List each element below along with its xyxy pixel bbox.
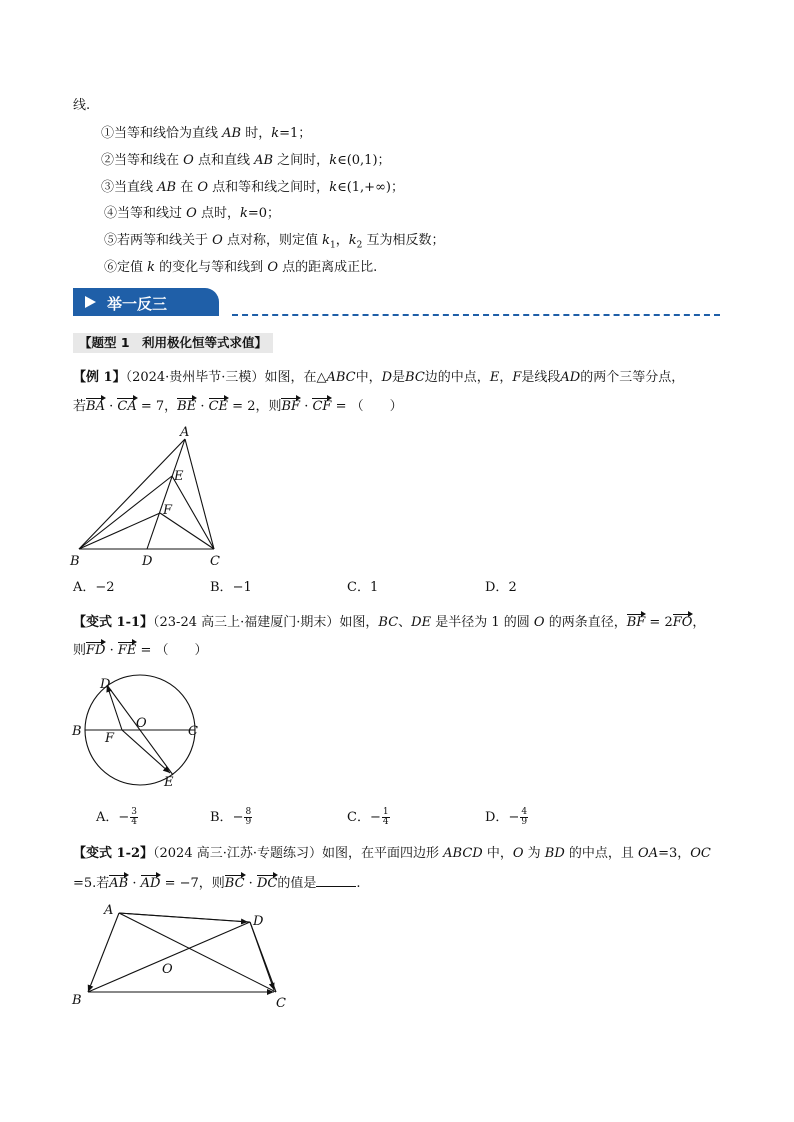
example1-choice-a[interactable] <box>73 579 115 597</box>
choice-value: 1 <box>369 580 379 595</box>
example1-choice-b[interactable] <box>210 579 252 597</box>
example-tag: 【例 1】 <box>73 370 126 385</box>
variant11-line1 <box>73 614 705 632</box>
variant11-choice-b[interactable] <box>210 808 252 827</box>
item-var: O <box>267 260 278 275</box>
label-f: F <box>105 731 115 746</box>
item-var: O <box>183 153 194 168</box>
choice-sign: − <box>232 810 244 825</box>
vector-cf: CF <box>312 399 332 414</box>
label-d: D <box>142 554 153 569</box>
choice-key: B． <box>210 810 233 825</box>
dot-operator: · <box>244 876 257 891</box>
q-var: O <box>533 615 545 630</box>
label-b: B <box>72 724 82 739</box>
choice-sign: − <box>369 810 381 825</box>
item-number: ⑥ <box>104 260 118 275</box>
fraction-denominator: 4 <box>131 817 138 827</box>
vector-ca: CA <box>117 399 137 414</box>
vector-bf: BF <box>626 615 646 630</box>
fraction-denominator: 9 <box>245 817 252 827</box>
label-e: E <box>164 775 174 790</box>
q-text: 如图，在平面四边形 <box>322 846 444 861</box>
item-var: AB <box>157 180 177 195</box>
item-var: k <box>147 260 156 275</box>
label-a: A <box>104 903 114 918</box>
item-text: =1； <box>279 126 312 141</box>
example1-line1 <box>73 369 684 387</box>
intro-first-line: 线. <box>73 98 91 113</box>
q-text: = （ ） <box>136 643 208 658</box>
fraction-numerator: 8 <box>245 807 252 817</box>
banner-dashed-divider <box>232 314 720 316</box>
q-text: =5.若 <box>73 876 110 891</box>
choice-fraction <box>520 808 528 827</box>
item-var: k <box>329 180 338 195</box>
dot-operator: · <box>300 399 313 414</box>
example-tag: 【变式 1-1】 <box>73 615 154 630</box>
variant12-line2 <box>73 874 360 893</box>
choice-key: D． <box>485 580 509 595</box>
item-text: 当直线 <box>114 180 158 195</box>
dot-operator: · <box>104 399 118 414</box>
property-item-3 <box>101 179 404 197</box>
choice-fraction <box>130 808 138 827</box>
question-type-label: 【题型 1 利用极化恒等式求值】 <box>73 333 273 353</box>
property-item-4 <box>104 205 280 223</box>
q-var: BC <box>378 615 399 630</box>
q-text: 是 <box>392 370 406 385</box>
choice-value: −2 <box>95 580 115 595</box>
q-text: ， <box>499 370 513 385</box>
q-text: 中， <box>482 846 513 861</box>
item-number: ⑤ <box>104 233 118 248</box>
item-number: ② <box>101 153 115 168</box>
label-d: D <box>100 677 111 692</box>
q-var: D <box>381 370 393 385</box>
fraction-numerator: 1 <box>382 807 389 817</box>
circle-figure <box>66 668 216 792</box>
q-var: O <box>512 846 524 861</box>
item-text: 若两等和线关于 <box>117 233 213 248</box>
item-text: 时， <box>241 126 272 141</box>
q-text: = 7， <box>136 399 178 414</box>
q-text: 的中点，且 <box>564 846 639 861</box>
label-d: D <box>253 914 264 929</box>
q-var: BD <box>544 846 565 861</box>
property-item-2 <box>101 152 391 170</box>
fraction-denominator: 4 <box>382 817 389 827</box>
example1-line2 <box>73 398 403 416</box>
vector-ab: AB <box>109 876 129 891</box>
q-var: F <box>512 370 522 385</box>
vector-fo: FO <box>672 615 693 630</box>
q-text: 为 <box>523 846 545 861</box>
example1-choice-c[interactable] <box>347 579 378 597</box>
property-item-5 <box>104 232 445 255</box>
banner-title: 举一反三 <box>107 295 168 313</box>
choice-sign: − <box>508 810 520 825</box>
q-var: ABC <box>326 370 356 385</box>
item-number: ① <box>101 126 115 141</box>
item-var: O <box>186 206 197 221</box>
q-text: = （ ） <box>331 399 403 414</box>
q-text: = 2 <box>645 615 673 630</box>
item-text: 的变化与等和线到 <box>155 260 268 275</box>
choice-key: C． <box>347 810 370 825</box>
item-var: k <box>348 233 357 248</box>
property-item-6 <box>104 259 377 277</box>
choice-key: A． <box>96 810 119 825</box>
item-text: 互为相反数； <box>362 233 445 248</box>
item-text: 点对称，则定值 <box>222 233 323 248</box>
vector-fd: FD <box>86 643 106 658</box>
label-e: E <box>174 469 184 484</box>
item-var: AB <box>222 126 242 141</box>
q-text: = 2，则 <box>228 399 282 414</box>
vector-dc: DC <box>256 876 278 891</box>
variant11-line2 <box>73 642 208 660</box>
q-text: 的两条直径， <box>544 615 627 630</box>
section-banner <box>73 288 219 316</box>
fraction-numerator: 3 <box>131 807 138 817</box>
fraction-denominator: 9 <box>521 817 528 827</box>
q-text: =3， <box>658 846 691 861</box>
dot-operator: · <box>128 876 141 891</box>
item-text: ∈(1,+∞)； <box>337 180 404 195</box>
item-var: O <box>212 233 223 248</box>
q-var: E <box>489 370 500 385</box>
label-o: O <box>162 962 173 977</box>
vector-ba: BA <box>86 399 105 414</box>
item-var: k <box>271 126 280 141</box>
item-subscript: 1 <box>329 240 336 251</box>
q-text: 如图，在△ <box>264 370 327 385</box>
item-text: ， <box>335 233 349 248</box>
variant11-choice-a[interactable] <box>96 808 138 827</box>
item-var: k <box>322 233 330 248</box>
choice-fraction <box>382 808 390 827</box>
dot-operator: · <box>196 399 209 414</box>
item-text: 当等和线过 <box>117 206 187 221</box>
item-text: 点时， <box>196 206 240 221</box>
example-source: （2024 高三·江苏·专题练习） <box>153 846 322 861</box>
example-tag: 【变式 1-2】 <box>73 846 154 861</box>
q-text: 、 <box>398 615 412 630</box>
item-number: ④ <box>104 206 118 221</box>
label-o: O <box>136 716 147 731</box>
vector-bf: BF <box>281 399 301 414</box>
answer-blank[interactable] <box>316 874 356 887</box>
item-number: ③ <box>101 180 115 195</box>
label-c: C <box>188 724 198 739</box>
q-text: ， <box>692 615 706 630</box>
q-text: 的两个三等分点， <box>580 370 685 385</box>
q-text: = −7，则 <box>160 876 225 891</box>
choice-key: D． <box>485 810 509 825</box>
label-c: C <box>210 554 220 569</box>
label-f: F <box>163 503 173 518</box>
item-text: ∈(0,1)； <box>337 153 391 168</box>
item-text: 当等和线恰为直线 <box>114 126 223 141</box>
choice-key: C． <box>347 580 370 595</box>
example1-choice-d[interactable] <box>485 579 517 597</box>
item-text: =0； <box>247 206 281 221</box>
q-text: 是线段 <box>521 370 561 385</box>
q-text: 是半径为 1 的圆 <box>431 615 534 630</box>
triangle-figure <box>66 425 236 570</box>
dot-operator: · <box>105 643 118 658</box>
item-text: 点和直线 <box>193 153 255 168</box>
q-var: OC <box>690 846 711 861</box>
variant11-choice-c[interactable] <box>347 808 390 827</box>
vector-ce: CE <box>208 399 229 414</box>
example-source: （2024·贵州毕节·三模） <box>125 370 265 385</box>
q-text: . <box>356 876 361 891</box>
q-text: 则 <box>73 643 87 658</box>
quadrilateral-figure <box>66 898 306 1008</box>
q-text: 如图， <box>339 615 379 630</box>
variant12-line1 <box>73 845 711 863</box>
variant11-choice-d[interactable] <box>485 808 528 827</box>
vector-be: BE <box>177 399 197 414</box>
item-text: 当等和线在 <box>114 153 184 168</box>
vector-bc: BC <box>224 876 245 891</box>
item-var: AB <box>254 153 274 168</box>
item-text: 之间时， <box>273 153 330 168</box>
item-text: 在 <box>176 180 198 195</box>
q-var: OA <box>638 846 659 861</box>
q-var: DE <box>411 615 432 630</box>
q-var: ABCD <box>443 846 483 861</box>
item-var: k <box>239 206 248 221</box>
choice-key: B． <box>210 580 233 595</box>
play-triangle-icon <box>85 296 96 308</box>
item-var: O <box>197 180 209 195</box>
vector-ad: AD <box>140 876 161 891</box>
q-text: 边的中点， <box>424 370 490 385</box>
label-b: B <box>72 993 82 1008</box>
label-a: A <box>180 425 190 440</box>
choice-fraction <box>244 808 252 827</box>
q-var: AD <box>560 370 581 385</box>
choice-sign: − <box>118 810 130 825</box>
choice-value: −1 <box>232 580 252 595</box>
item-var: k <box>329 153 338 168</box>
fraction-numerator: 4 <box>521 807 528 817</box>
item-text: 定值 <box>117 260 148 275</box>
item-text: 点和等和线之间时， <box>208 180 330 195</box>
vector-fe: FE <box>117 643 137 658</box>
q-text: 若 <box>73 399 87 414</box>
q-var: BC <box>405 370 425 385</box>
label-b: B <box>70 554 80 569</box>
q-text: 的值是 <box>277 876 317 891</box>
item-text: 点的距离成正比. <box>277 260 378 275</box>
choice-value: 2 <box>508 580 517 595</box>
choice-key: A． <box>73 580 96 595</box>
q-text: 中， <box>355 370 382 385</box>
property-item-1 <box>101 125 311 143</box>
example-source: （23-24 高三上·福建厦门·期末） <box>153 615 340 630</box>
label-c: C <box>276 996 286 1008</box>
item-subscript: 2 <box>356 240 363 251</box>
